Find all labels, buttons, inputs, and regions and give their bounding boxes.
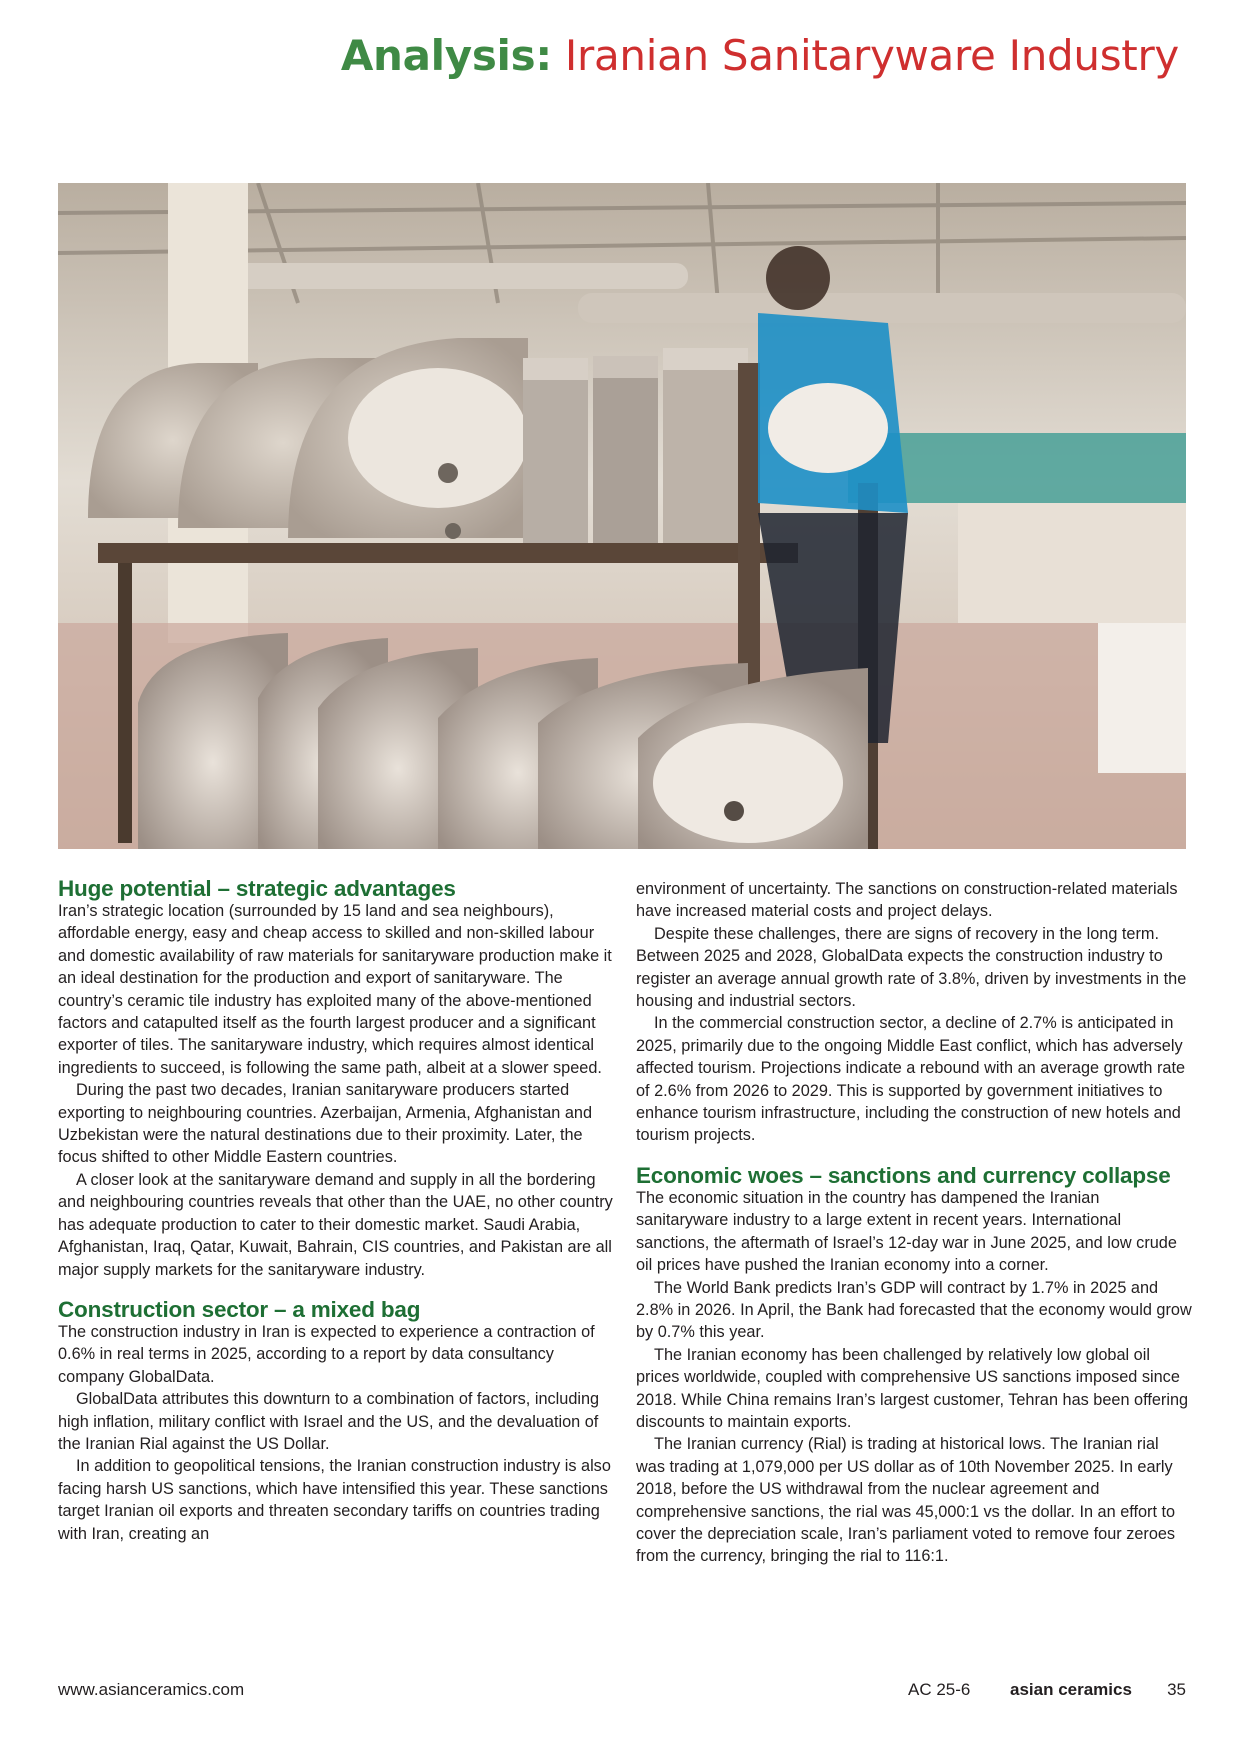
paragraph: During the past two decades, Iranian sanitaryware producers started exporting to neighbouring countries. Azerbaijan, Armenia, Afghanistan and Uzbekistan were the natural destinations due to their proximity. Later, the focus shifted to other Middle Eastern countries. — [58, 1081, 593, 1167]
paragraph: In the commercial construction sector, a decline of 2.7% is anticipated in 2025, primarily due to the ongoing Middle East conflict, which has adversely affected tourism. Projections indicate a rebound with an average growth rate of 2.6% from 2026 to 2029. This is supported by government initiatives to enhance tourism infrastructure, including the construction of new hotels and tourism projects. — [636, 1014, 1186, 1145]
section-heading-strategic-advantages: Huge potential – strategic advantages — [58, 876, 456, 901]
paragraph: The Iranian economy has been challenged by relatively low global oil prices worldwide, coupled with comprehensive US sanctions imposed since 2018. While China remains Iran’s largest customer, Tehran has been offering discounts to maintain exports. — [636, 1345, 1189, 1431]
paragraph: environment of uncertainty. The sanctions on construction-related materials have increased material costs and project delays. — [636, 880, 1178, 921]
paragraph: The construction industry in Iran is expected to experience a contraction of 0.6% in real terms in 2025, according to a report by data consultancy company GlobalData. — [58, 1322, 595, 1386]
section-heading-construction-sector: Construction sector – a mixed bag — [58, 1296, 421, 1322]
paragraph: A closer look at the sanitaryware demand and supply in all the bordering and neighbouring countries reveals that other than the UAE, no other country has adequate production to cater to their domestic market. Saudi Arabia, Afghanistan, Iraq, Qatar, Kuwait, Bahrain, CIS countries, and Pakistan are all major supply markets for the sanitaryware industry. — [58, 1170, 613, 1279]
page-number: 35 — [1167, 1680, 1186, 1699]
paragraph: The Iranian currency (Rial) is trading at historical lows. The Iranian rial was trading at 1,079,000 per US dollar as of 10th November 2025. In early 2018, before the US withdrawal from the nuclear agreement and comprehensive sanctions, the rial was 45,000:1 vs the dollar. In an effort to cover the depreciation scale, Iran’s parliament voted to remove four zeroes from the currency, bringing the rial to 116:1. — [636, 1435, 1176, 1566]
paragraph: Iran’s strategic location (surrounded by 15 land and sea neighbours), affordable energy, easy and cheap access to skilled and non-skilled labour and domestic availability of raw materials for sanitaryware production make it an ideal destination for the production and export of sanitaryware. The country’s ceramic tile industry has exploited many of the above-mentioned factors and catapulted itself as the fourth largest producer and a significant exporter of tiles. The sanitaryware industry, which requires almost identical ingredients to succeed, is following the same path, albeit at a slower speed. — [58, 902, 612, 1077]
paragraph: In addition to geopolitical tensions, the Iranian construction industry is also facing harsh US sanctions, which have intensified this year. These sanctions target Iranian oil exports and threaten secondary tariffs on countries trading with Iran, creating an — [58, 1457, 611, 1543]
hero-photo — [58, 183, 1186, 849]
right-column — [636, 878, 1192, 1568]
footer-magazine-name: asian ceramics — [1010, 1680, 1132, 1699]
paragraph: The economic situation in the country has dampened the Iranian sanitaryware industry to a large extent in recent years. International sanctions, the aftermath of Israel’s 12-day war in June 2025, and low crude oil prices have pushed the Iranian economy into a corner. — [636, 1188, 1177, 1275]
footer-url[interactable]: www.asianceramics.com — [58, 1680, 245, 1699]
title-prefix: Analysis: — [340, 31, 552, 80]
title-main: Iranian Sanitaryware Industry — [564, 31, 1179, 80]
page-title — [341, 24, 1179, 88]
footer-issue: AC 25-6 — [908, 1680, 971, 1699]
left-column — [58, 878, 614, 1545]
paragraph: The World Bank predicts Iran’s GDP will contract by 1.7% in 2025 and 2.8% in 2026. In April, the Bank had forecasted that the economy would grow by 0.7% this year. — [636, 1278, 1192, 1342]
section-heading-economic-woes: Economic woes – sanctions and currency collapse — [636, 1162, 1171, 1188]
paragraph: Despite these challenges, there are signs of recovery in the long term. Between 2025 and 2028, GlobalData expects the construction industry to register an average annual growth rate of 3.8%, driven by investments in the housing and industrial sectors. — [636, 924, 1187, 1011]
paragraph: GlobalData attributes this downturn to a combination of factors, including high inflation, military conflict with Israel and the US, and the devaluation of the Iranian Rial against the US Dollar. — [58, 1390, 600, 1453]
